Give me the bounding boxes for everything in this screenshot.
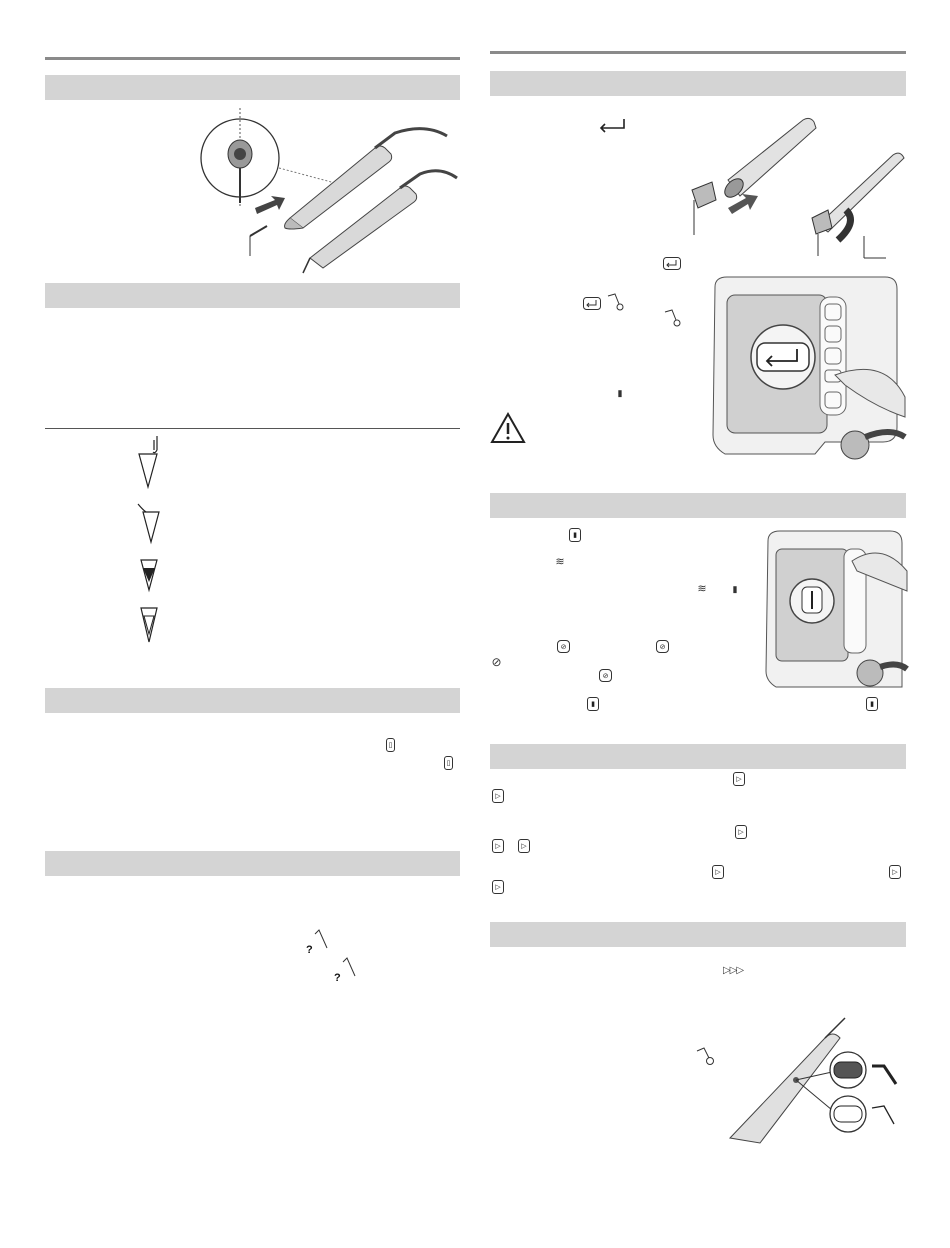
handpiece-illustration <box>195 108 460 278</box>
section-bar-3 <box>45 688 460 713</box>
tip-icon-3 <box>696 1048 716 1066</box>
enter-key-icon-small <box>663 257 681 270</box>
left-column-top-rule <box>45 57 460 60</box>
question-tip-icon-1 <box>314 930 328 950</box>
section-bar-6 <box>490 493 906 518</box>
table-divider <box>45 428 460 429</box>
play-icon-1: ▷ <box>733 772 745 786</box>
section-bar-2 <box>45 283 460 308</box>
heat-waves-icon: ≋ <box>555 555 565 568</box>
tip-insertion-illustration <box>688 110 908 260</box>
handpiece-closeup-illustration <box>730 1018 905 1143</box>
thermometer-icon-2: ▮ <box>732 583 738 594</box>
triple-play-icon: ▷▷▷ <box>722 965 744 976</box>
thermometer-icon: ▮ <box>569 528 581 542</box>
disinfect-icon-4: ⊘ <box>599 669 612 682</box>
cutting-electrode-icons <box>135 432 165 652</box>
tip-icon-1 <box>607 294 625 312</box>
enter-key-icon <box>598 118 628 132</box>
warning-icon <box>490 412 526 444</box>
play-icon-7: ▷ <box>889 865 901 879</box>
right-column-top-rule <box>490 51 906 54</box>
question-tip-label-2: ? <box>334 972 341 984</box>
setting-icon-b: ▯ <box>444 756 453 770</box>
play-icon-4: ▷ <box>492 839 504 853</box>
play-icon-8: ▷ <box>492 880 504 894</box>
thermometer-icon-3: ▮ <box>587 697 599 711</box>
disinfect-icon-3: ⊘ <box>491 654 502 669</box>
section-bar-5 <box>490 71 906 96</box>
disinfect-icon-2: ⊘ <box>656 640 669 653</box>
thermometer-icon-small: ▮ <box>617 387 623 398</box>
question-tip-label-1: ? <box>306 944 313 956</box>
section-bar-1 <box>45 75 460 100</box>
play-icon-2: ▷ <box>492 789 504 803</box>
section-bar-8 <box>490 922 906 947</box>
disinfect-icon-1: ⊘ <box>557 640 570 653</box>
section-bar-7 <box>490 744 906 769</box>
control-panel-illustration-2 <box>762 531 907 687</box>
play-icon-6: ▷ <box>712 865 724 879</box>
play-icon-3: ▷ <box>735 825 747 839</box>
enter-key-icon-small-2 <box>583 297 601 310</box>
section-bar-4 <box>45 851 460 876</box>
thermometer-icon-4: ▮ <box>866 697 878 711</box>
setting-icon-a: ▯ <box>386 738 395 752</box>
play-icon-5: ▷ <box>518 839 530 853</box>
control-panel-illustration <box>705 277 905 454</box>
heat-waves-icon-2: ≋ <box>697 582 707 595</box>
question-tip-icon-2 <box>342 958 356 978</box>
tip-icon-2 <box>664 310 682 328</box>
